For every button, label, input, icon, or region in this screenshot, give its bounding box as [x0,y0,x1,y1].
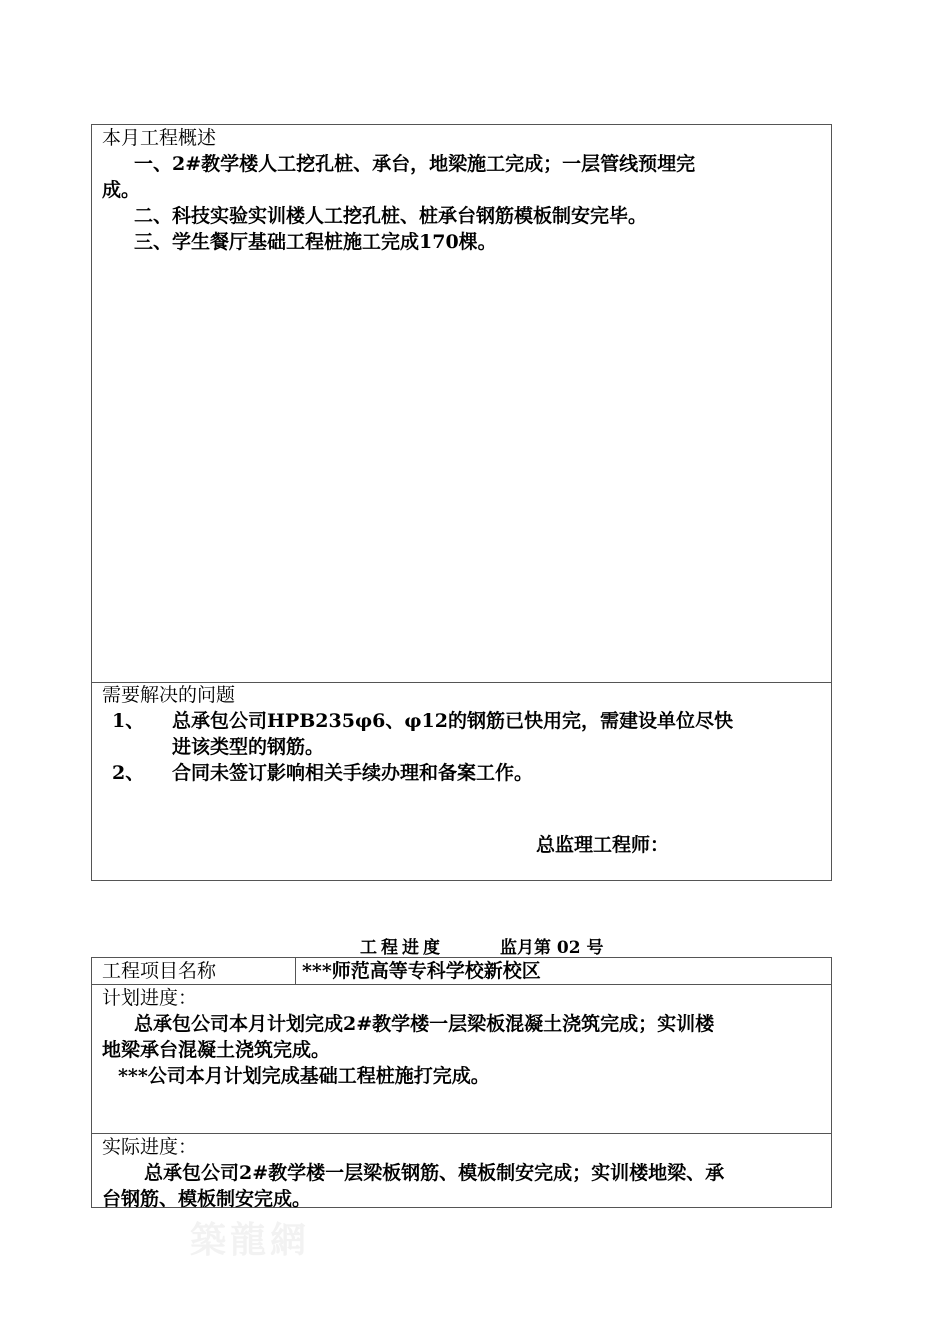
progress-table [91,957,832,1208]
issues-section [92,682,831,880]
issue-2-text: 合同未签订影响相关手续办理和备案工作。 [172,762,534,784]
issue-1-number: 1、 [112,710,145,732]
actual-progress-section [92,1134,831,1210]
project-name-row [92,958,831,985]
project-name-value: ***师范高等专科学校新校区 [302,960,541,982]
planned-progress-section [92,985,831,1134]
chief-supervisor-signature-label: 总监理工程师： [536,834,670,856]
monthly-overview-section [92,125,831,683]
report-number: 监月第 02 号 [500,938,604,958]
monthly-report-table [91,124,832,881]
watermark-logo: 築龍網 [190,1219,311,1261]
monthly-overview-heading: 本月工程概述 [102,127,217,149]
progress-title: 工程进度 [360,938,444,958]
overview-item-1-cont: 成。 [102,179,141,201]
project-name-label: 工程项目名称 [102,960,217,982]
issue-1-text: 总承包公司HPB235φ6、φ12的钢筋已快用完，需建设单位尽快 [172,710,734,732]
actual-progress-heading: 实际进度： [102,1136,198,1158]
planned-line-1: 总承包公司本月计划完成2#教学楼一层梁板混凝土浇筑完成；实训楼 [134,1013,715,1035]
overview-item-3: 三、学生餐厅基础工程桩施工完成170棵。 [134,231,497,253]
issues-heading: 需要解决的问题 [102,684,236,706]
cell-divider [295,958,296,984]
planned-progress-heading: 计划进度： [102,987,198,1009]
issue-1-text-cont: 进该类型的钢筋。 [172,736,325,758]
planned-line-2: ***公司本月计划完成基础工程桩施打完成。 [118,1065,490,1087]
actual-line-1-cont: 台钢筋、模板制安完成。 [102,1188,312,1210]
planned-line-1-cont: 地梁承台混凝土浇筑完成。 [102,1039,331,1061]
overview-item-1: 一、2#教学楼人工挖孔桩、承台，地梁施工完成；一层管线预埋完 [134,153,696,175]
issue-2-number: 2、 [112,762,145,784]
actual-line-1: 总承包公司2#教学楼一层梁板钢筋、模板制安完成；实训楼地梁、承 [144,1162,725,1184]
overview-item-2: 二、科技实验实训楼人工挖孔桩、桩承台钢筋模板制安完毕。 [134,205,648,227]
